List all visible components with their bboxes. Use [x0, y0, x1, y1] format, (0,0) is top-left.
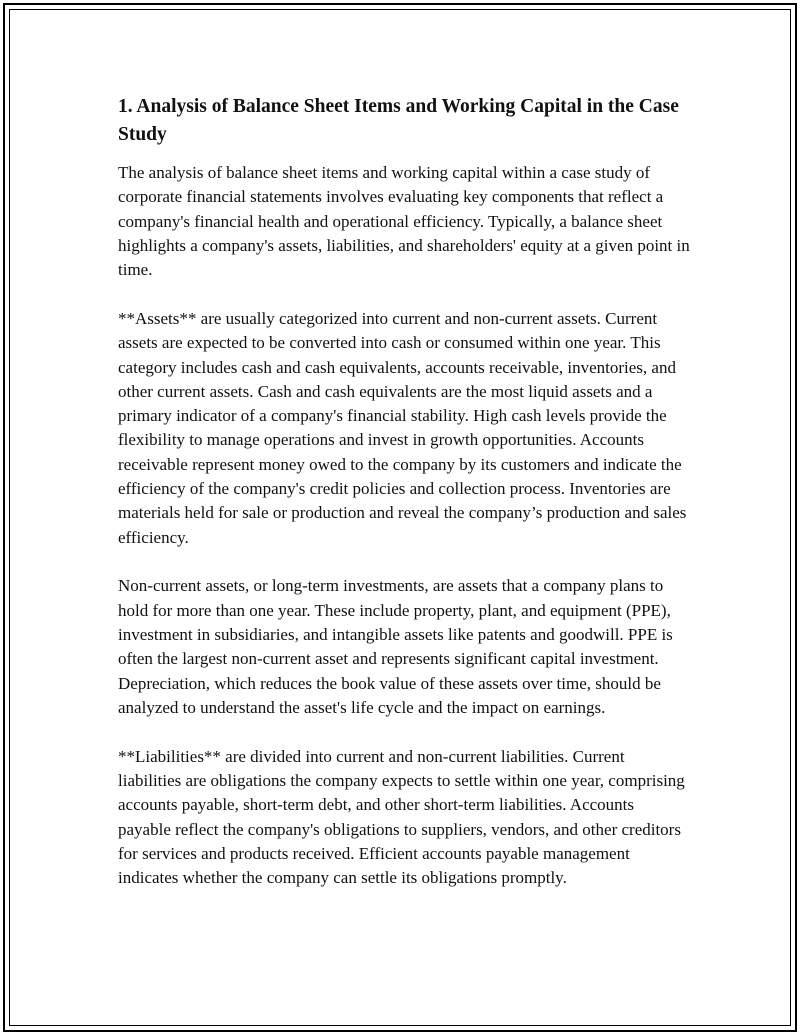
paragraph-intro: The analysis of balance sheet items and working capital within a case study of corporate financial statements involves evaluating key components that reflect a company's financial health and operational efficiency. Typically, a balance sheet highlights a company's assets, liabilities, and shareholders' equity at a given point in time. — [118, 163, 690, 280]
paragraph-assets: **Assets** are usually categorized into current and non-current assets. Current assets are expected to be converted into cash or consumed within one year. This category includes cash and cash equivalents, accounts receivable, inventories, and other current assets. Cash and cash equivalents are the most liquid assets and a primary indicator of a company's financial stability. High cash levels provide the flexibility to manage operations and invest in growth opportunities. Accounts receivable represent money owed to the company by its customers and indicate the efficiency of the company's credit policies and collection process. Inventories are materials held for sale or production and reveal the company’s production and sales efficiency. — [118, 308, 687, 547]
paragraph-non-current-assets: Non-current assets, or long-term investments, are assets that a company plans to hold for more than one year. These include property, plant, and equipment (PPE), investment in subsidiaries, and intangible assets like patents and goodwill. PPE is often the largest non-current asset and represents significant capital investment. Depreciation, which reduces the book value of these assets over time, should be analyzed to understand the asset's life cycle and the impact on earnings. — [118, 576, 673, 717]
paragraph-liabilities: **Liabilities** are divided into current and non-current liabilities. Current liabilities are obligations the company expects to settle within one year, comprising accounts payable, short-term debt, and other short-term liabilities. Accounts payable reflect the company's obligations to suppliers, vendors, and other creditors for services and products received. Efficient accounts payable management indicates whether the company can settle its obligations promptly. — [118, 746, 685, 888]
document-title: 1. Analysis of Balance Sheet Items and Working Capital in the Case Study — [118, 96, 679, 145]
document-body — [118, 93, 690, 915]
